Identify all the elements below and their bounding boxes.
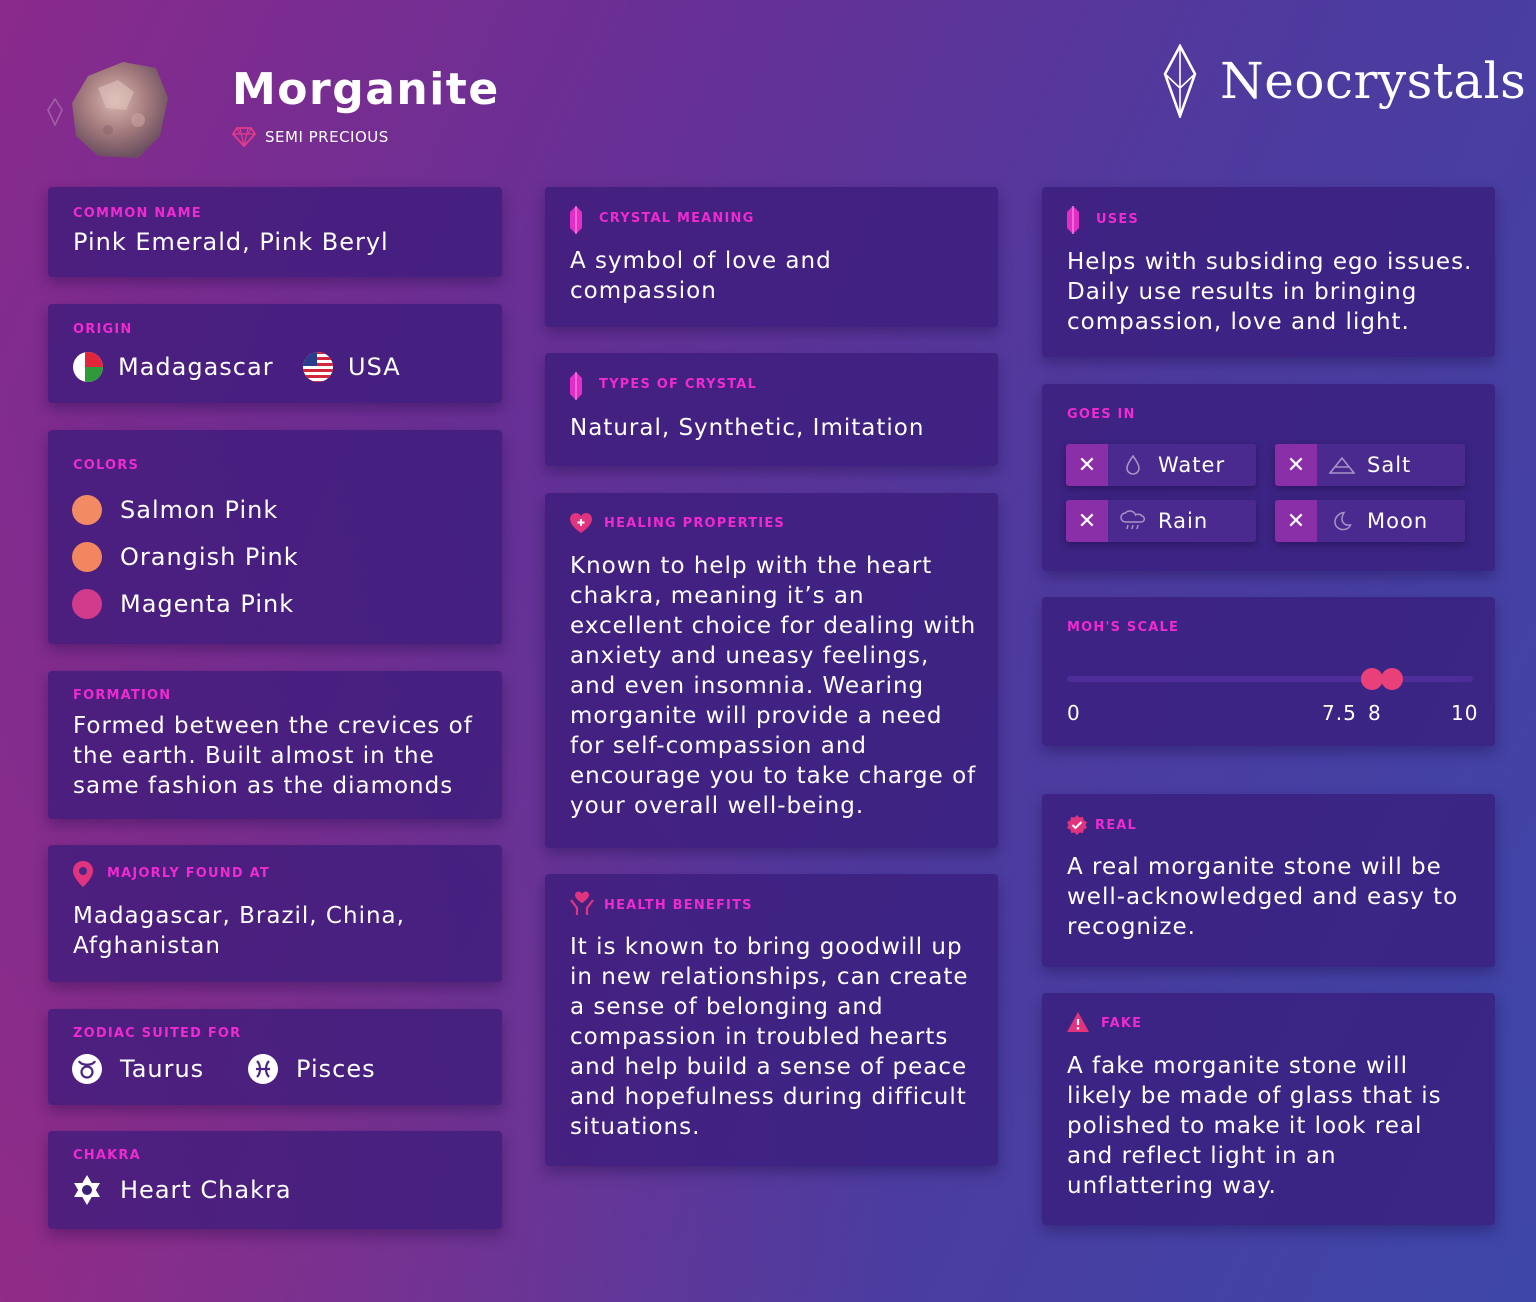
- origin-item-madagascar: [72, 351, 274, 383]
- formation-text: Formed between the crevices of the earth. Built almost in the same fashion as the diamonds: [73, 713, 473, 799]
- goes-in-water: [1066, 444, 1256, 486]
- heart-hands-icon: [569, 890, 595, 916]
- crystal-meaning-card: [545, 187, 998, 327]
- heart-plus-icon: [569, 512, 593, 534]
- warning-icon: [1066, 1011, 1090, 1033]
- zodiac-item-taurus: [72, 1054, 204, 1084]
- types-label: TYPES OF CRYSTAL: [599, 377, 758, 392]
- goes-in-card: [1042, 384, 1495, 571]
- fake-label: FAKE: [1101, 1016, 1143, 1031]
- usa-flag-icon: [302, 351, 334, 383]
- types-card: [545, 353, 998, 466]
- mohs-card: [1042, 597, 1495, 746]
- chakra-label: CHAKRA: [73, 1148, 141, 1163]
- zodiac-label: ZODIAC SUITED FOR: [73, 1026, 242, 1041]
- mohs-tick: 8: [1368, 701, 1382, 725]
- origin-label: ORIGIN: [73, 322, 133, 337]
- color-swatch: [72, 542, 102, 572]
- verified-badge-icon: [1066, 814, 1088, 836]
- color-item: [72, 589, 294, 619]
- zodiac-item-pisces: [248, 1054, 376, 1084]
- mohs-low-handle: [1361, 668, 1383, 690]
- color-item: [72, 542, 299, 572]
- majorly-found-label: MAJORLY FOUND AT: [107, 866, 270, 881]
- health-text: It is known to bring goodwill up in new relationships, can create a sense of belonging and compassion in troubled hearts and help build a sense of peace and hopefulness during difficult situations.: [570, 934, 969, 1140]
- colors-label: COLORS: [73, 458, 140, 473]
- chakra-card: [48, 1131, 502, 1229]
- not-allowed-icon: ✕: [1275, 500, 1317, 542]
- gem-icon: [232, 127, 256, 147]
- healing-label: HEALING PROPERTIES: [604, 516, 785, 531]
- color-swatch: [72, 495, 102, 525]
- mohs-tick: 10: [1451, 701, 1479, 725]
- common-name-value: Pink Emerald, Pink Beryl: [73, 228, 389, 256]
- goes-in-rain: [1066, 500, 1256, 542]
- goes-in-name: Water: [1158, 453, 1226, 477]
- not-allowed-icon: ✕: [1066, 444, 1108, 486]
- fake-text: A fake morganite stone will likely be made of glass that is polished to make it look real and reflect light in an unflattering way.: [1067, 1053, 1442, 1199]
- zodiac-card: [48, 1009, 502, 1105]
- watermark-logo-icon: [47, 98, 63, 130]
- mohs-tick: 7.5: [1322, 701, 1357, 725]
- madagascar-flag-icon: [72, 351, 104, 383]
- goes-in-name: Rain: [1158, 509, 1209, 533]
- brand-name: Neocrystals: [1220, 52, 1527, 110]
- goes-in-name: Moon: [1367, 509, 1429, 533]
- uses-card: [1042, 187, 1495, 357]
- brand-logo: [1162, 44, 1526, 118]
- category-badge: [232, 127, 389, 147]
- zodiac-name: Taurus: [120, 1055, 205, 1083]
- not-allowed-icon: ✕: [1275, 444, 1317, 486]
- pisces-icon: [248, 1054, 278, 1084]
- crystal-logo-icon: [1162, 44, 1198, 118]
- stone-title: Morganite: [232, 64, 500, 115]
- mohs-label: MOH'S SCALE: [1067, 620, 1180, 635]
- stone-image: [68, 58, 173, 163]
- real-label: REAL: [1095, 818, 1138, 833]
- mohs-track: [1067, 676, 1473, 682]
- chakra-name: Heart Chakra: [120, 1176, 292, 1204]
- formation-card: [48, 671, 502, 819]
- healing-text: Known to help with the heart chakra, meaning it’s an excellent choice for dealing with anxiety and uneasy feelings, and even insomnia. Wearing morganite will provide a need for self-compassion and encourage you to take charge of your overall well-being.: [570, 553, 977, 819]
- color-swatch: [72, 589, 102, 619]
- formation-label: FORMATION: [73, 688, 172, 703]
- star-of-david-icon: [72, 1174, 102, 1206]
- category-label: SEMI PRECIOUS: [265, 128, 389, 146]
- goes-in-label: GOES IN: [1067, 407, 1136, 422]
- color-item: [72, 495, 278, 525]
- mohs-tick: 0: [1067, 701, 1081, 725]
- majorly-found-text: Madagascar, Brazil, China, Afghanistan: [73, 903, 405, 959]
- types-text: Natural, Synthetic, Imitation: [570, 415, 925, 441]
- crystal-icon: [569, 205, 583, 235]
- goes-in-salt: [1275, 444, 1465, 486]
- crystal-icon: [1066, 205, 1080, 235]
- real-card: [1042, 794, 1495, 967]
- zodiac-name: Pisces: [296, 1055, 376, 1083]
- origin-item-usa: [302, 351, 401, 383]
- crystal-icon: [569, 371, 583, 401]
- taurus-icon: [72, 1054, 102, 1084]
- goes-in-name: Salt: [1367, 453, 1412, 477]
- chakra-item: [72, 1174, 292, 1206]
- water-drop-icon: [1108, 455, 1158, 475]
- origin-name: USA: [348, 353, 401, 381]
- color-name: Salmon Pink: [120, 496, 279, 524]
- uses-label: USES: [1096, 212, 1139, 227]
- color-name: Orangish Pink: [120, 543, 299, 571]
- not-allowed-icon: ✕: [1066, 500, 1108, 542]
- crystal-meaning-text: A symbol of love and compassion: [570, 248, 832, 304]
- common-name-card: [48, 187, 502, 277]
- salt-pile-icon: [1317, 456, 1367, 474]
- common-name-label: COMMON NAME: [73, 206, 202, 221]
- origin-name: Madagascar: [118, 353, 274, 381]
- majorly-found-card: [48, 845, 502, 982]
- uses-text: Helps with subsiding ego issues. Daily use results in bringing compassion, love and light.: [1067, 249, 1473, 335]
- fake-card: [1042, 993, 1495, 1225]
- health-card: [545, 874, 998, 1166]
- real-text: A real morganite stone will be well-acknowledged and easy to recognize.: [1067, 854, 1459, 940]
- location-pin-icon: [72, 860, 94, 888]
- healing-card: [545, 493, 998, 848]
- moon-icon: [1317, 511, 1367, 531]
- rain-cloud-icon: [1108, 510, 1158, 532]
- goes-in-moon: [1275, 500, 1465, 542]
- mohs-high-handle: [1381, 668, 1403, 690]
- health-label: HEALTH BENEFITS: [604, 898, 753, 913]
- colors-card: [48, 430, 502, 644]
- origin-card: [48, 304, 502, 403]
- crystal-meaning-label: CRYSTAL MEANING: [599, 211, 755, 226]
- color-name: Magenta Pink: [120, 590, 295, 618]
